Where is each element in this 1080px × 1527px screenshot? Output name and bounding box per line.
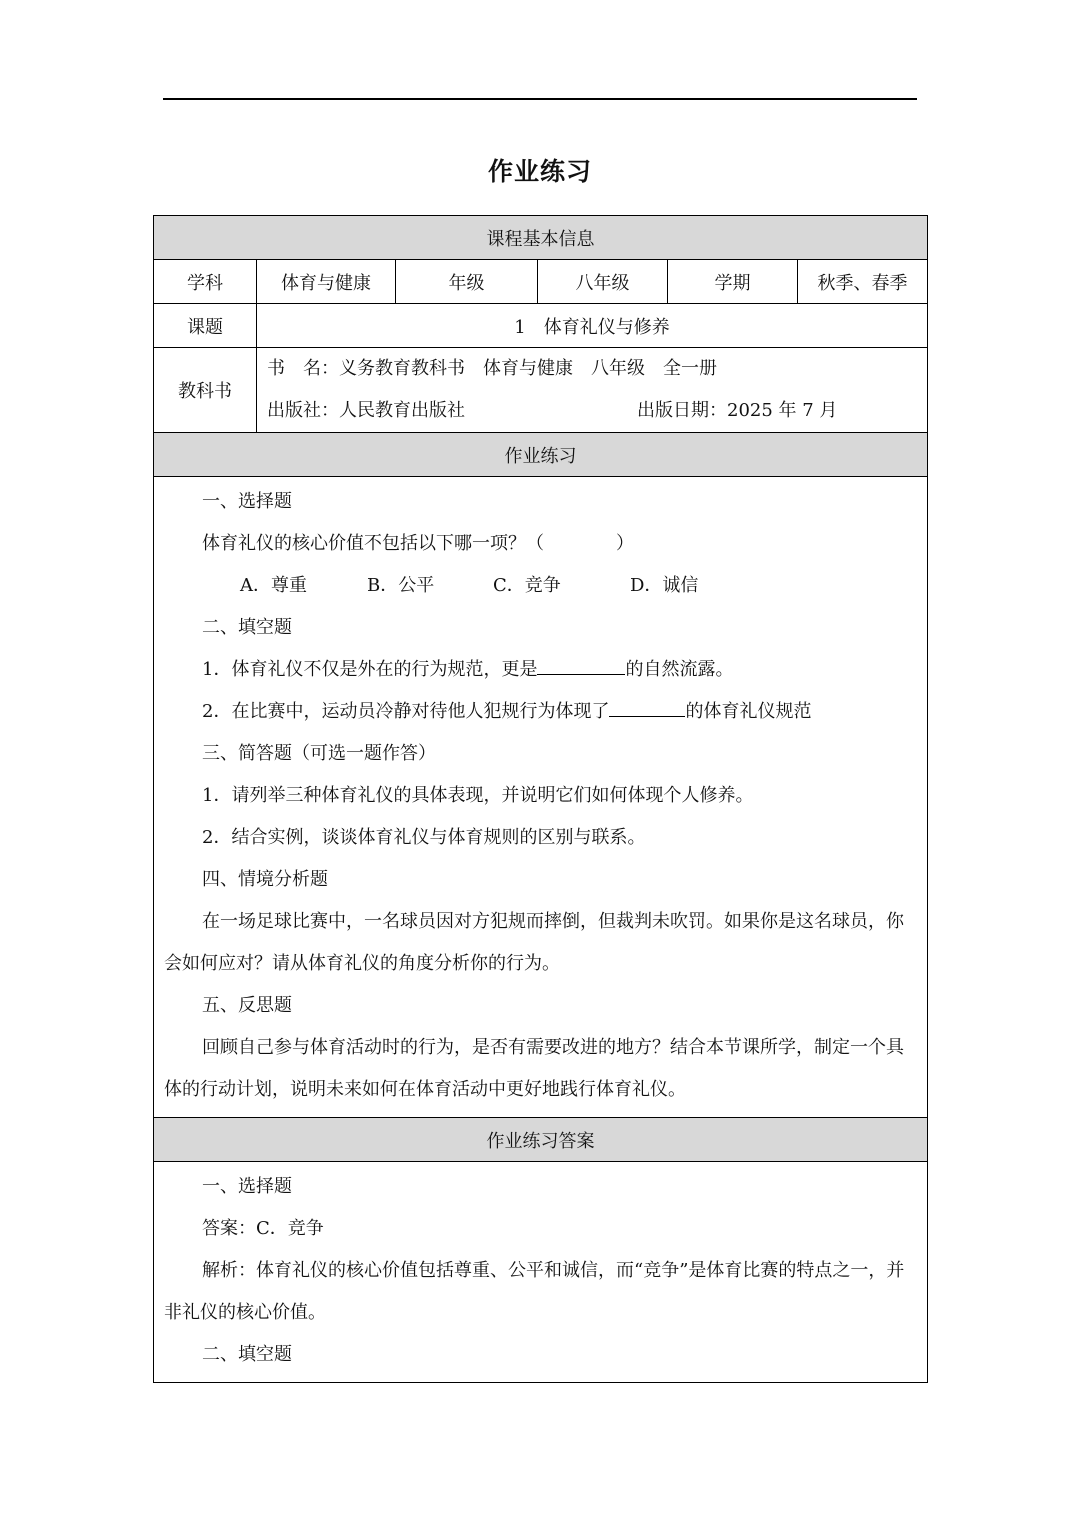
answers-header: 作业练习答案 [154,1118,928,1162]
exercise-header: 作业练习 [154,433,928,477]
publisher: 出版社：人民教育出版社 [267,400,465,421]
choice-options [164,565,917,607]
short-answer-1: 1．请列举三种体育礼仪的具体表现，并说明它们如何体现个人修养。 [202,785,754,806]
answer-blank [537,656,625,675]
grade-value: 八年级 [538,260,668,304]
textbook-label: 教科书 [154,348,257,433]
choice-answer: 答案：C．竞争 [202,1218,324,1239]
fill-question-1: 1．体育礼仪不仅是外在的行为规范，更是 的自然流露。 [164,649,917,691]
short-answer-2: 2．结合实例，谈谈体育礼仪与体育规则的区别与联系。 [202,827,646,848]
worksheet-table [153,215,928,1383]
page-title: 作业练习 [487,157,592,186]
publish-date: 出版日期：2025 年 7 月 [637,400,838,421]
choice-analysis: 解析：体育礼仪的核心价值包括尊重、公平和诚信，而“竞争”是体育比赛的特点之一，并非礼仪的核心价值。 [164,1260,905,1323]
section-short-answer-title: 三、简答题（可选一题作答） [202,743,436,764]
answers-content [154,1162,928,1383]
answer-section-choice-title: 一、选择题 [202,1176,292,1197]
option-d: D．诚信 [630,575,699,596]
fill-question-2: 2．在比赛中，运动员冷静对待他人犯规行为体现了 的体育礼仪规范 [164,691,917,733]
option-c: C．竞争 [493,575,561,596]
subject-value: 体育与健康 [257,260,396,304]
choice-question: 体育礼仪的核心价值不包括以下哪一项？（ ） [202,533,634,554]
section-fill-title: 二、填空题 [202,617,292,638]
answer-blank [609,698,685,717]
option-a: A．尊重 [240,575,307,596]
exercise-content [154,477,928,1118]
header-rule [163,98,917,100]
publisher-line [267,390,927,432]
section-choice-title: 一、选择题 [202,491,292,512]
course-info-header: 课程基本信息 [154,216,928,260]
reflection-text: 回顾自己参与体育活动时的行为，是否有需要改进的地方？结合本节课所学，制定一个具体的行动计划，说明未来如何在体育活动中更好地践行体育礼仪。 [164,1037,904,1100]
section-reflection-title: 五、反思题 [202,995,292,1016]
answer-section-fill-title: 二、填空题 [202,1344,292,1365]
textbook-info [257,348,928,433]
subject-label: 学科 [154,260,257,304]
term-value: 秋季、春季 [798,260,928,304]
grade-label: 年级 [396,260,538,304]
section-scenario-title: 四、情境分析题 [202,869,328,890]
book-name: 书 名：义务教育教科书 体育与健康 八年级 全一册 [267,358,717,379]
term-label: 学期 [668,260,798,304]
option-b: B．公平 [367,575,435,596]
scenario-text: 在一场足球比赛中，一名球员因对方犯规而摔倒，但裁判未吹罚。如果你是这名球员，你会如何应对？请从体育礼仪的角度分析你的行为。 [164,911,904,974]
topic-value: 1 体育礼仪与修养 [257,304,928,348]
topic-label: 课题 [154,304,257,348]
